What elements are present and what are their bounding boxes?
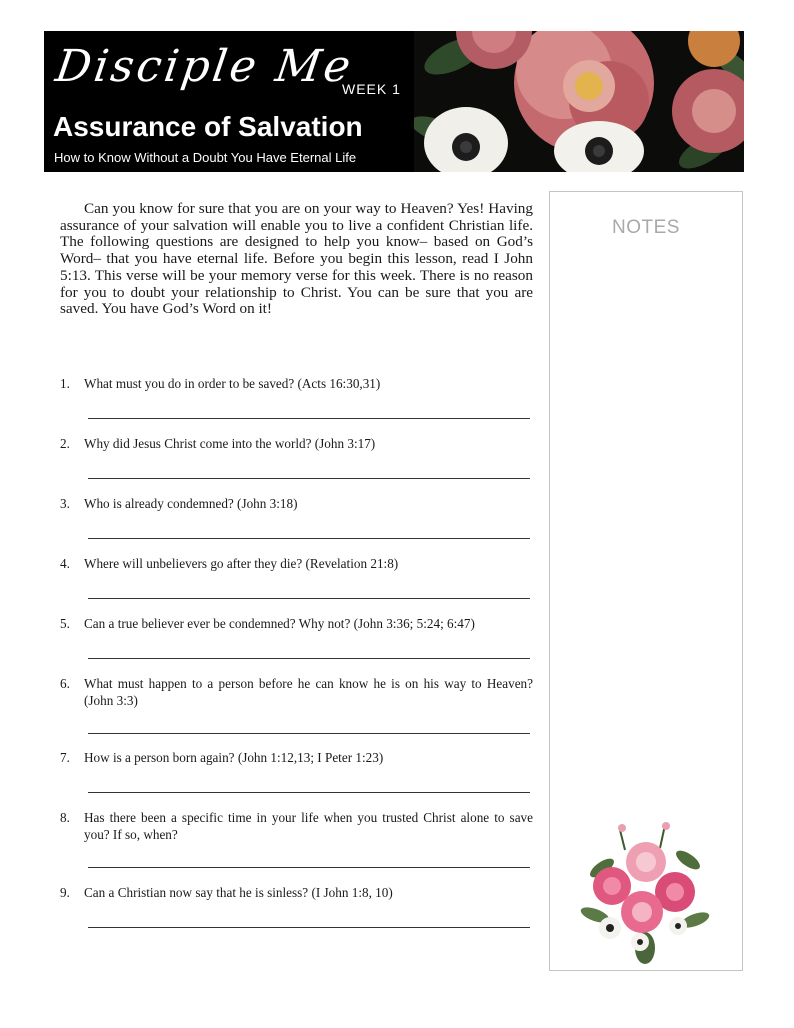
answer-line[interactable] xyxy=(88,658,530,659)
question-text: Why did Jesus Christ come into the world? (John 3:17) xyxy=(84,436,376,451)
page-subtitle: How to Know Without a Doubt You Have Eternal Life xyxy=(54,150,357,165)
flower-bouquet-image xyxy=(580,820,710,964)
answer-line[interactable] xyxy=(88,418,530,419)
question-4 xyxy=(60,555,533,572)
question-number: 9. xyxy=(60,885,70,900)
question-text: Where will unbelievers go after they die? (Revelation 21:8) xyxy=(84,556,399,571)
question-text: What must you do in order to be saved? (Acts 16:30,31) xyxy=(84,376,381,391)
intro-paragraph: Can you know for sure that you are on your way to Heaven? Yes! Having assurance of your salvation will enable you to live a confident Christian life. The following questions are designed to help you know– based on God’s Word– that you have eternal life. Before you begin this lesson, read I John 5:13. This verse will be your memory verse for this week. There is no reason for you to doubt your relationship to Christ. You can be sure that you are saved. You have God’s Word on it! xyxy=(60,200,533,318)
question-5 xyxy=(60,615,533,632)
question-number: 7. xyxy=(60,750,70,765)
question-2 xyxy=(60,435,533,452)
notes-title: NOTES xyxy=(612,217,680,238)
question-number: 2. xyxy=(60,436,70,451)
question-text: Can a Christian now say that he is sinless? (I John 1:8, 10) xyxy=(84,885,393,900)
question-number: 1. xyxy=(60,376,70,391)
page-title: Assurance of Salvation xyxy=(53,111,363,142)
header-banner xyxy=(44,31,744,172)
week-label: WEEK 1 xyxy=(342,81,401,97)
question-1 xyxy=(60,375,533,392)
answer-line[interactable] xyxy=(88,792,530,793)
question-6 xyxy=(60,675,533,709)
question-9 xyxy=(60,884,533,901)
question-text: Can a true believer ever be condemned? Why not? (John 3:36; 5:24; 6:47) xyxy=(84,616,475,631)
answer-line[interactable] xyxy=(88,733,530,734)
question-number: 3. xyxy=(60,496,70,511)
peony-flowers-image xyxy=(414,31,744,172)
answer-line[interactable] xyxy=(88,867,530,868)
question-text: Has there been a specific time in your life when you trusted Christ alone to save you? If so, when? xyxy=(84,810,533,843)
question-number: 6. xyxy=(60,676,70,691)
question-7 xyxy=(60,749,533,766)
series-script-title: Disciple Me xyxy=(52,41,357,92)
answer-line[interactable] xyxy=(88,598,530,599)
question-number: 8. xyxy=(60,810,70,825)
answer-line[interactable] xyxy=(88,538,530,539)
notes-panel[interactable] xyxy=(549,191,743,971)
question-number: 5. xyxy=(60,616,70,631)
answer-line[interactable] xyxy=(88,478,530,479)
question-text: What must happen to a person before he can know he is on his way to Heaven? (John 3:3) xyxy=(84,676,533,709)
question-text: How is a person born again? (John 1:12,13; I Peter 1:23) xyxy=(84,750,384,765)
question-3 xyxy=(60,495,533,512)
question-text: Who is already condemned? (John 3:18) xyxy=(84,496,298,511)
answer-line[interactable] xyxy=(88,927,530,928)
question-8 xyxy=(60,809,533,843)
question-number: 4. xyxy=(60,556,70,571)
